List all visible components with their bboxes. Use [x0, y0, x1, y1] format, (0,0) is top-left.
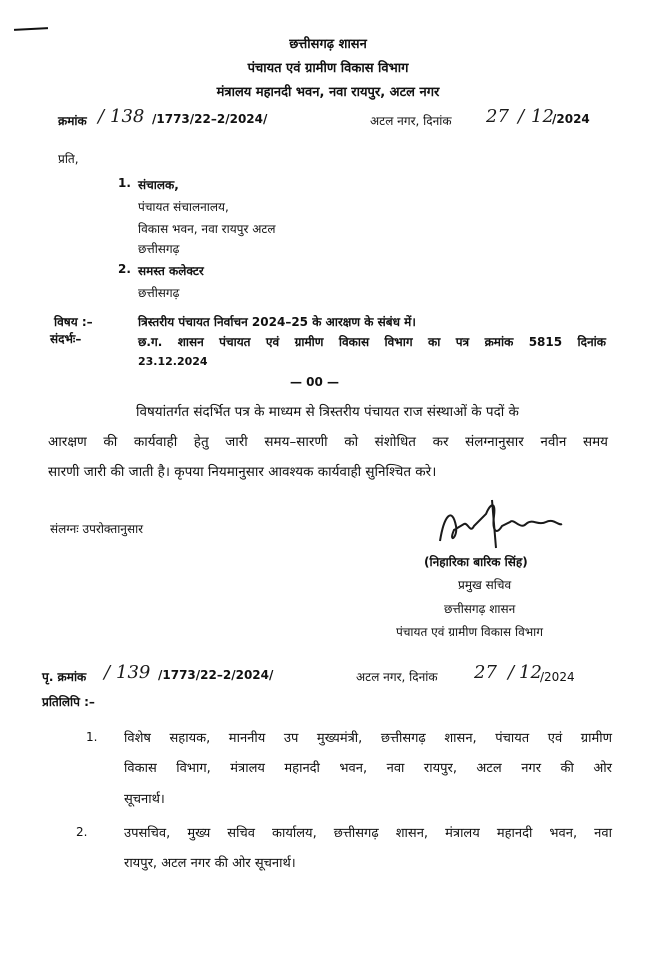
ref2-slash-1: /: [104, 662, 111, 683]
recipient-1-line-4: छत्तीसगढ़: [138, 242, 180, 256]
ref2-place-date-label: अटल नगर, दिनांक: [356, 670, 438, 684]
reference-line-2: 23.12.2024: [138, 355, 208, 368]
reference-label: संदर्भः–: [50, 332, 82, 346]
copy-label: प्रतिलिपि :–: [42, 695, 95, 709]
subject-label: विषय :–: [54, 315, 93, 329]
reference-line-1: छ.ग. शासन पंचायत एवं ग्रामीण विकास विभाग का पत्र क्रमांक 5815 दिनांक: [138, 335, 606, 349]
copy-1-line-2: विकास विभाग, मंत्रालय महानदी भवन, नवा रायपुर, अटल नगर की ओर: [124, 761, 612, 776]
header-line-3: मंत्रालय महानदी भवन, नवा रायपुर, अटल नगर: [216, 85, 440, 100]
recipient-2-line-1: समस्त कलेक्टर: [138, 264, 204, 278]
ref-label: क्रमांक: [58, 114, 87, 128]
recipient-1-line-3: विकास भवन, नवा रायपुर अटल: [138, 222, 276, 236]
recipient-1-number: 1.: [118, 176, 131, 190]
ref-slash-2: /: [518, 106, 525, 127]
section-divider: — 00 —: [290, 375, 340, 389]
signatory-org-1: छत्तीसगढ़ शासन: [444, 602, 516, 616]
ref2-month-handwritten: 12: [519, 662, 542, 683]
ref2-year: /2024: [540, 670, 575, 684]
subject-text: त्रिस्तरीय पंचायत निर्वाचन 2024–25 के आरक्षण के संबंध में।: [138, 315, 416, 329]
ref-day-handwritten: 27: [486, 106, 509, 127]
body-line-3: सारणी जारी की जाती है। कृपया नियमानुसार आवश्यक कार्यवाही सुनिश्चित करे।: [48, 464, 437, 480]
recipient-2-line-2: छत्तीसगढ़: [138, 286, 180, 300]
ref-suffix: /1773/22–2/2024/: [152, 112, 268, 126]
signatory-name: (निहारिका बारिक सिंह): [424, 555, 528, 569]
copy-1-number: 1.: [86, 730, 98, 744]
ref-place-date-label: अटल नगर, दिनांक: [370, 114, 452, 128]
recipient-1-line-2: पंचायत संचालनालय,: [138, 200, 229, 214]
body-line-1: विषयांतर्गत संदर्भित पत्र के माध्यम से त्रिस्तरीय पंचायत राज संस्थाओं के पदों के: [136, 404, 519, 420]
ref2-number-handwritten: 139: [116, 662, 151, 683]
ref-slash-1: /: [98, 106, 105, 127]
recipient-2-number: 2.: [118, 262, 131, 276]
ref-number-handwritten: 138: [110, 106, 145, 127]
ref2-slash-2: /: [508, 662, 515, 683]
copy-2-number: 2.: [76, 825, 88, 839]
copy-2-line-1: उपसचिव, मुख्य सचिव कार्यालय, छत्तीसगढ़ शासन, मंत्रालय महानदी भवन, नवा: [124, 826, 612, 841]
header-line-1: छत्तीसगढ़ शासन: [289, 37, 367, 52]
signatory-designation: प्रमुख सचिव: [458, 578, 512, 592]
ref2-day-handwritten: 27: [474, 662, 497, 683]
pen-mark: [14, 27, 48, 31]
ref2-label: पृ. क्रमांक: [42, 670, 87, 684]
ref-year: /2024: [552, 112, 590, 126]
ref2-suffix: /1773/22–2/2024/: [158, 668, 274, 682]
enclosure-text: संलग्नः उपरोक्तानुसार: [50, 522, 144, 536]
signature-scribble: [430, 496, 570, 556]
copy-1-line-3: सूचनार्थ।: [124, 792, 165, 807]
signatory-org-2: पंचायत एवं ग्रामीण विकास विभाग: [396, 625, 544, 639]
copy-2-line-2: रायपुर, अटल नगर की ओर सूचनार्थ।: [124, 856, 296, 871]
recipient-1-line-1: संचालक,: [138, 178, 179, 192]
body-line-2: आरक्षण की कार्यवाही हेतु जारी समय–सारणी को संशोधित कर संलग्नानुसार नवीन समय: [48, 434, 608, 450]
ref-month-handwritten: 12: [531, 106, 554, 127]
header-line-2: पंचायत एवं ग्रामीण विकास विभाग: [247, 61, 409, 76]
copy-1-line-1: विशेष सहायक, माननीय उप मुख्यमंत्री, छत्तीसगढ़ शासन, पंचायत एवं ग्रामीण: [124, 731, 612, 746]
prati-label: प्रति,: [58, 152, 79, 166]
